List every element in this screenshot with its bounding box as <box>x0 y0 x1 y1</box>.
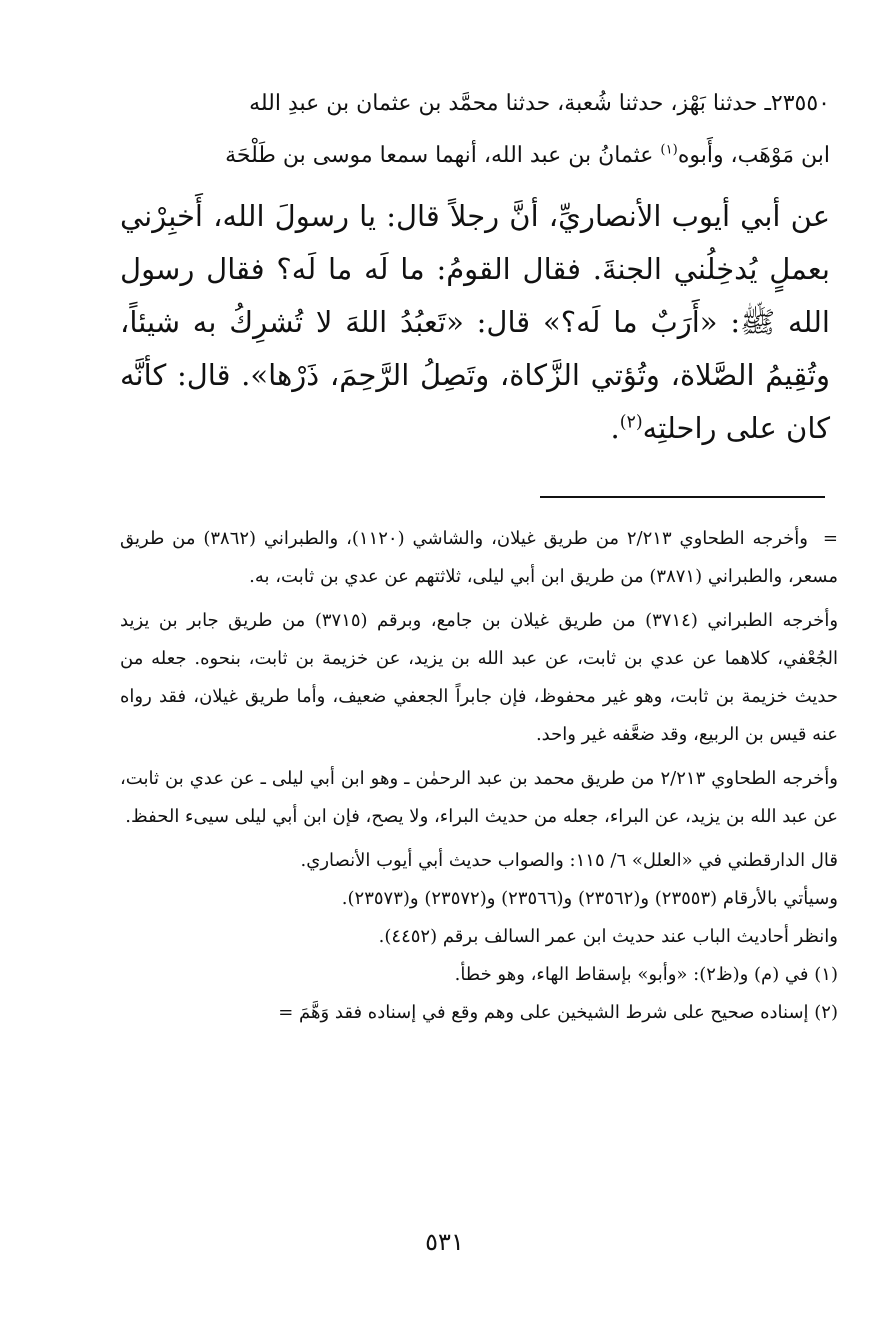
matn-end-period: . <box>610 411 620 445</box>
isnad-line-2-end: عثمانُ بن عبد الله، أنهما سمعا موسى بن طَلْحَة <box>225 143 661 168</box>
continuation-mark: = <box>822 528 839 549</box>
footnote-1: (١) في (م) و(ظ٢): «وأبو» بإسقاط الهاء، وهو خطأ. <box>454 964 838 985</box>
footnote-2: (٢) إسناده صحيح على شرط الشيخين على وهم وقع في إسناده فقد وَهَّمَ = <box>278 1002 838 1023</box>
footnote-paragraph-3: وأخرجه الطحاوي ٢/٢١٣ من طريق محمد بن عبد الرحمٰن ـ وهو ابن أبي ليلى ـ عن عدي بن ثابت، عن عبد الله بن يزيد، عن البراء، جعله من حديث البراء، ولا يصح، فإن ابن أبي ليلى سيىء الحفظ. <box>120 768 839 827</box>
matn-text: عن أبي أيوب الأنصاريِّ، أنَّ رجلاً قال: يا رسولَ الله، أَخبِرْني بعملٍ يُدخِلُني الجنةَ. فقال القومُ: ما لَه ما لَه؟ فقال رسول الله ﷺ: «أَرَبٌ ما لَه؟» قال: «تَعبُدُ اللهَ لا تُشرِكُ به شيئاً، وتُقِيمُ الصَّلاة، وتُؤتي الزَّكاة، وتَصِلُ الرَّحِمَ، ذَرْها». قال: كأنَّه كان على راحلتِه <box>120 199 830 445</box>
hadith-isnad <box>120 78 830 182</box>
footnote-paragraph-5: وسيأتي بالأرقام (٢٣٥٥٣) و(٢٣٥٦٢) و(٢٣٥٦٦) و(٢٣٥٧٢) و(٢٣٥٧٣). <box>341 888 838 909</box>
isnad-line-1 <box>120 78 830 130</box>
footnote-divider <box>540 496 825 498</box>
footnote-ref-2: (٢) <box>619 412 643 433</box>
isnad-line-2-start: ابن مَوْهَب، وأَبوه <box>677 143 830 168</box>
footnote-paragraph-1 <box>120 520 838 596</box>
footnote-paragraph-4: قال الدارقطني في «العلل» ٦/ ١١٥: والصواب حديث أبي أيوب الأنصاري. <box>300 850 838 871</box>
footnote-paragraph-6: وانظر أحاديث الباب عند حديث ابن عمر السالف برقم (٤٤٥٢). <box>378 926 838 947</box>
footnote-paragraph-1-text: وأخرجه الطحاوي ٢/٢١٣ من طريق غيلان، والشاشي (١١٢٠)، والطبراني (٣٨٦٢) من طريق مسعر، والطبراني (٣٨٧١) من طريق ابن أبي ليلى، ثلاثتهم عن عدي بن ثابت، به. <box>120 528 838 587</box>
matn-paragraph <box>120 190 830 455</box>
footnotes-section <box>120 520 838 1032</box>
isnad-line-1-text: ٢٣٥٥٠ـ حدثنا بَهْز، حدثنا شُعبة، حدثنا محمَّد بن عثمان بن عبدِ الله <box>249 91 830 116</box>
footnote-paragraph-2: وأخرجه الطبراني (٣٧١٤) من طريق غيلان بن جامع، وبرقم (٣٧١٥) من طريق جابر بن يزيد الجُعْفي، كلاهما عن عدي بن ثابت، عن عبد الله بن يزيد، عن خزيمة بن ثابت، بنحوه. جعله من حديث خزيمة بن ثابت، وهو غير محفوظ، فإن جابراً الجعفي ضعيف، وأما طريق غيلان، فقد رواه عنه قيس بن الربيع، وقد ضعَّفه غير واحد. <box>120 610 839 745</box>
hadith-matn <box>120 190 830 455</box>
footnote-ref-1: (١) <box>660 142 678 158</box>
page-number: ٥٣١ <box>425 1228 464 1256</box>
isnad-line-2 <box>120 130 830 182</box>
